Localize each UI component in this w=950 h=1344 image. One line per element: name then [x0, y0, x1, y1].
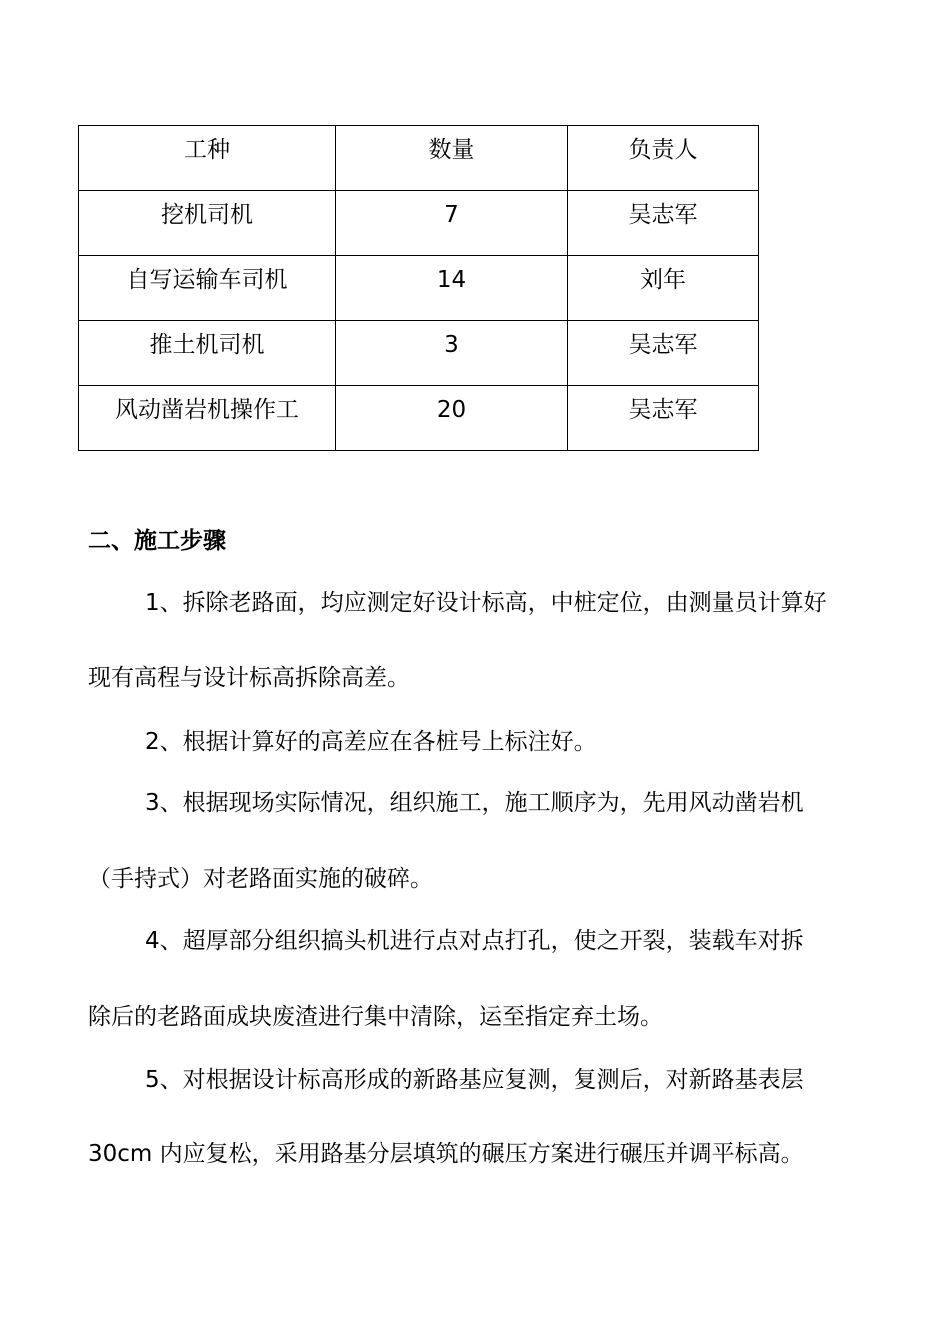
table-cell-responsible: 吴志军: [568, 321, 759, 386]
table-cell-responsible: 刘年: [568, 256, 759, 321]
table-row: [79, 191, 759, 256]
table-cell-job-type: 推土机司机: [79, 321, 336, 386]
table-cell-quantity: 20: [336, 386, 568, 451]
header-cell-responsible: 负责人: [568, 126, 759, 191]
table-cell-quantity: 14: [336, 256, 568, 321]
step-4-line-1: 4、超厚部分组织搞头机进行点对点打孔，使之开裂，装载车对拆: [145, 928, 804, 954]
table-row: [79, 386, 759, 451]
step-3-line-1: 3、根据现场实际情况，组织施工，施工顺序为，先用风动凿岩机: [145, 790, 804, 816]
table-cell-job-type: 自写运输车司机: [79, 256, 336, 321]
step-3-line-2: （手持式）对老路面实施的破碎。: [88, 866, 433, 892]
step-2-line-1: 2、根据计算好的高差应在各桩号上标注好。: [145, 729, 597, 755]
step-4-line-2: 除后的老路面成块废渣进行集中清除，运至指定弃土场。: [88, 1004, 663, 1030]
table-cell-quantity: 7: [336, 191, 568, 256]
header-cell-job-type: 工种: [79, 126, 336, 191]
step-5-line-2: 30cm 内应复松，采用路基分层填筑的碾压方案进行碾压并调平标高。: [88, 1141, 804, 1167]
section-heading: 二、施工步骤: [88, 528, 226, 554]
table-cell-job-type: 挖机司机: [79, 191, 336, 256]
staff-table: [78, 125, 759, 451]
table-cell-quantity: 3: [336, 321, 568, 386]
header-cell-quantity: 数量: [336, 126, 568, 191]
step-1-line-1: 1、拆除老路面，均应测定好设计标高，中桩定位，由测量员计算好: [145, 590, 827, 616]
step-1-line-2: 现有高程与设计标高拆除高差。: [88, 665, 410, 691]
table-cell-responsible: 吴志军: [568, 191, 759, 256]
step-5-line-1: 5、对根据设计标高形成的新路基应复测，复测后，对新路基表层: [145, 1067, 804, 1093]
table-row: [79, 256, 759, 321]
table-cell-responsible: 吴志军: [568, 386, 759, 451]
table-cell-job-type: 风动凿岩机操作工: [79, 386, 336, 451]
table-header-row: [79, 126, 759, 191]
table-row: [79, 321, 759, 386]
